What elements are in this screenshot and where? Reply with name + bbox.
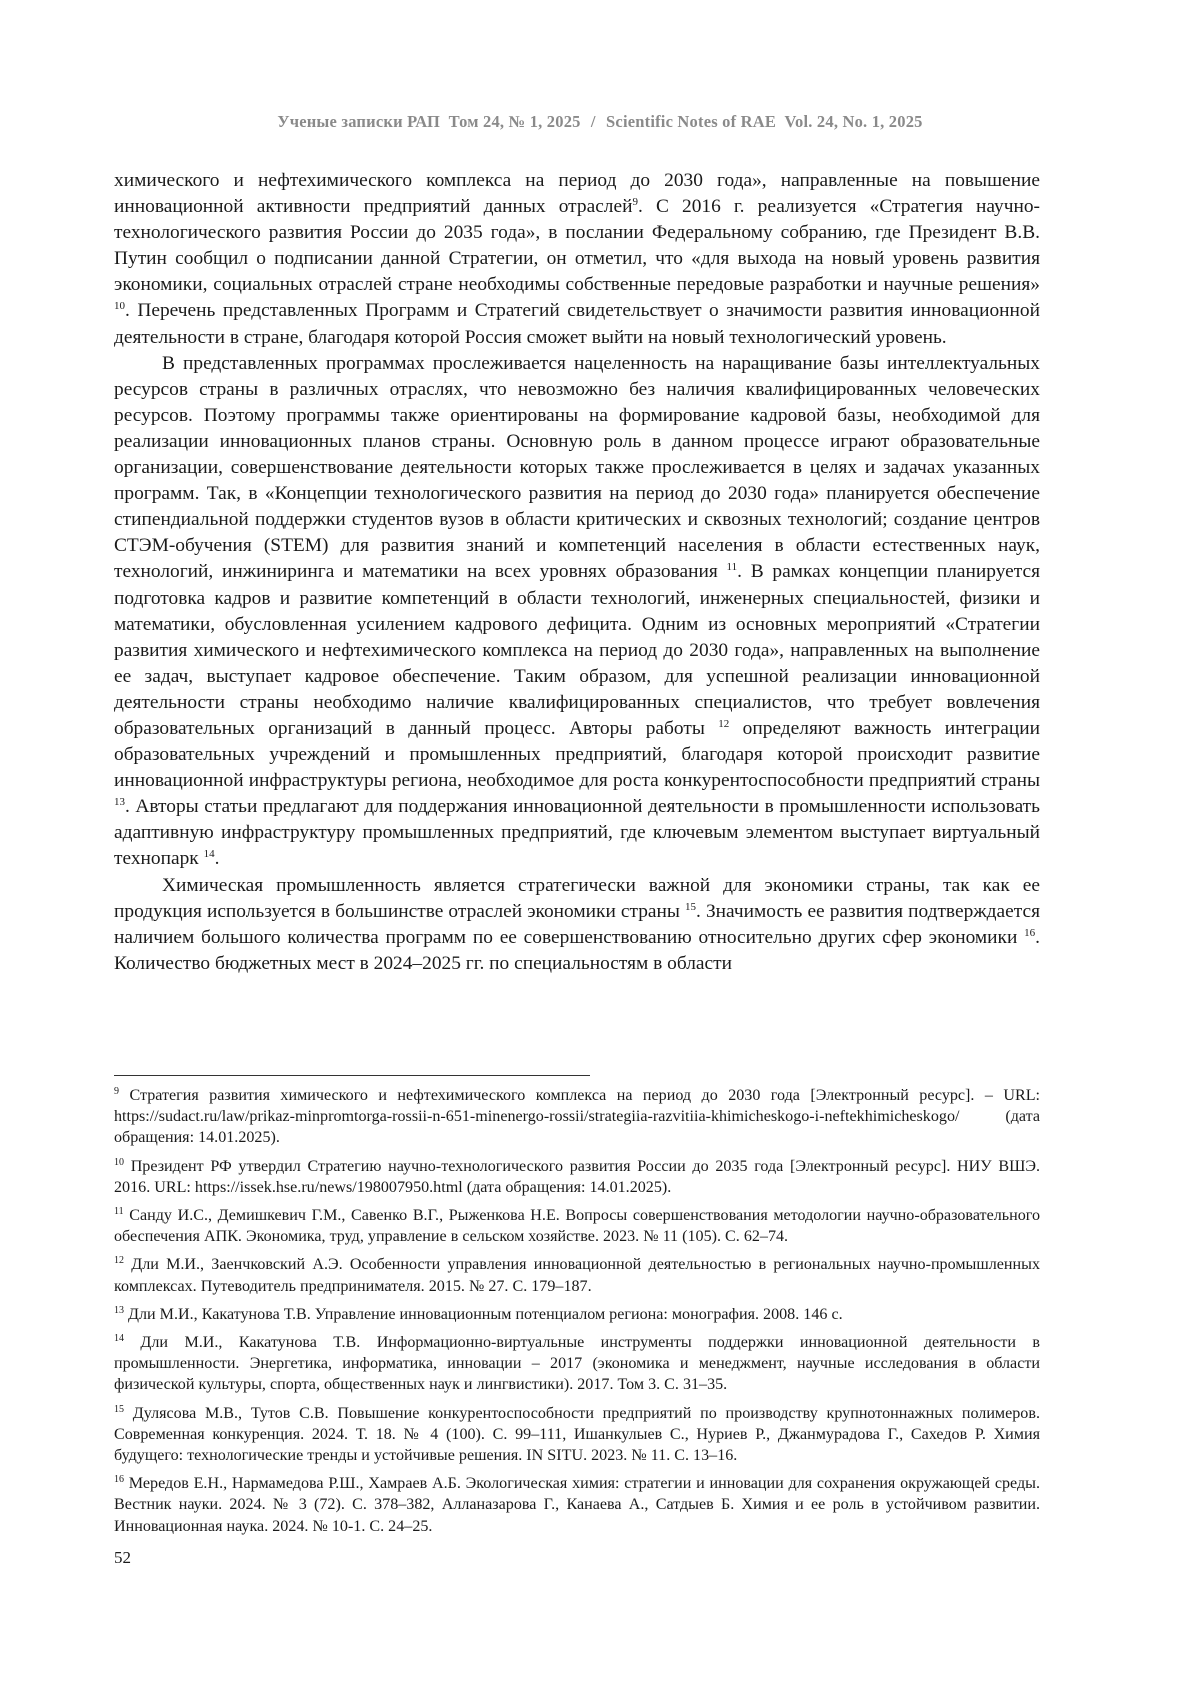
footnote-13 (114, 1304, 1040, 1325)
paragraph-text: . С 2016 г. реализуется «Стратегия научно-технологического развития России до 2035 года», в послании Федеральному собранию, где Президент В.В. Путин сообщил о подписании данной Стратегии, он отметил, что «для выхода на новый уровень развития экономики, социальных отраслей стране необходимы собственные передовые разработки и научные решения» (114, 196, 1040, 296)
footnote-ref-16[interactable]: 16 (1024, 926, 1036, 939)
paragraph-text: . (214, 848, 220, 870)
footnote-text: Санду И.С., Демишкевич Г.М., Савенко В.Г., Рыженкова Н.Е. Вопросы совершенствования методологии научно-образовательного обеспечения АПК. Экономика, труд, управление в сельском хозяйстве. 2023. № 11 (105). С. 62–74. (114, 1207, 1040, 1246)
footnote-number: 16 (114, 1474, 124, 1486)
footnote-ref-10[interactable]: 10 (114, 300, 125, 313)
footnote-text: Дли М.И., Заенчковский А.Э. Особенности управления инновационной деятельностью в региональных научно-промышленных комплексах. Путеводитель предпринимателя. 2015. № 27. С. 179–187. (114, 1256, 1040, 1295)
paragraph-text: . Значимость ее развития подтверждается наличием большого количества программ по ее совершенствованию относительно других сфер экономики (114, 900, 1040, 948)
paragraph-text: . В рамках концепции планируется подготовка кадров и развитие компетенций в области технологий, инженерных специальностей, физики и математики, обусловленная усилением кадрового дефицита. Одним из основных мероприятий «Стратегии развития химического и нефтехимического комплекса на период до 2030 года», направленных на выполнение ее задач, выступает кадровое обеспечение. Таким образом, для успешной реализации инновационной деятельности страны необходимо наличие квалифицированных специалистов, что требует вовлечения образовательных организаций в данный процесс. Авторы работы (114, 561, 1040, 739)
paragraph-text: . Количество бюджетных мест в 2024–2025 гг. по специальностям в области (114, 926, 1040, 974)
paragraph-1 (114, 168, 1040, 351)
footnote-text: Дли М.И., Какатунова Т.В. Управление инновационным потенциалом региона: монография. 2008. 146 с. (128, 1305, 843, 1323)
footnote-10 (114, 1156, 1040, 1198)
footnote-ref-9[interactable]: 9 (632, 196, 638, 209)
footnote-number: 10 (114, 1156, 124, 1168)
footnote-ref-13[interactable]: 13 (114, 796, 125, 809)
footnote-15 (114, 1403, 1040, 1467)
footnote-number: 9 (114, 1086, 119, 1097)
footnote-text: Стратегия развития химического и нефтехимического комплекса на период до 2030 года [Электронный ресурс]. – URL: https://sudact.ru/law/prikaz-minpromtorga-rossii-n-651-minenergo-rossii/strategiia-razvitiia-khimicheskogo-i-neftekhimicheskogo/ (дата обращения: 14.01.2025). (114, 1087, 1040, 1147)
journal-title-en: Scientific Notes of RAE (606, 112, 777, 131)
paragraph-text: . Перечень представленных Программ и Стратегий свидетельствует о значимости развития инновационной деятельности в стране, благодаря которой Россия сможет выйти на новый технологический уровень. (114, 300, 1040, 348)
footnote-ref-14[interactable]: 14 (203, 848, 215, 861)
footnote-text: Дулясова М.В., Тутов С.В. Повышение конкурентоспособности предприятий по производству крупнотоннажных полимеров. Современная конкуренция. 2024. Т. 18. № 4 (100). С. 99–111, Ишанкулыев С., Нуриев Р., Джанмурадова Г., Сахедов Р. Химия будущего: технологические тренды и устойчивые решения. IN SITU. 2023. № 11. С. 13–16. (114, 1404, 1040, 1465)
footnote-ref-15[interactable]: 15 (685, 900, 697, 913)
footnote-14 (114, 1332, 1040, 1396)
paragraph-text: Химическая промышленность является стратегически важной для экономики страны, так как ее продукция используется в большинстве отраслей экономики страны (114, 874, 1040, 922)
paragraph-2 (114, 351, 1040, 873)
footnote-12 (114, 1254, 1040, 1296)
footnote-16 (114, 1473, 1040, 1537)
footnote-11 (114, 1205, 1040, 1247)
paragraph-text: В представленных программах прослеживается нацеленность на наращивание базы интеллектуальных ресурсов страны в различных отраслях, что невозможно без наличия квалифицированных человеческих ресурсов. Поэтому программы также ориентированы на формирование кадровой базы, необходимой для реализации инновационных планов страны. Основную роль в данном процессе играют образовательные организации, совершенствование деятельности которых также прослеживается в целях и задачах указанных программ. Так, в «Концепции технологического развития на период до 2030 года» планируется обеспечение стипендиальной поддержки студентов вузов в области критических и сквозных технологий; создание центров СТЭМ-обучения (STEM) для развития знаний и компетенций населения в области естественных наук, технологий, инжиниринга и математики на всех уровнях образования (114, 352, 1040, 583)
page-number: 52 (114, 1548, 131, 1567)
footnote-text: Мередов Е.Н., Нармамедова Р.Ш., Хамраев А.Б. Экологическая химия: стратегии и инновации для сохранения окружающей среды. Вестник науки. 2024. № 3 (72). С. 378–382, Алланазарова Г., Канаева А., Сатдыев Б. Химия и ее роль в устойчивом развитии. Инновационная наука. 2024. № 10-1. С. 24–25. (114, 1475, 1040, 1535)
main-text (114, 168, 1040, 977)
footnote-number: 11 (114, 1206, 124, 1218)
journal-title-ru: Ученые записки РАП (277, 112, 441, 131)
paragraph-text: химического и нефтехимического комплекса на период до 2030 года», направленные на повышение инновационной активности предприятий данных отраслей (114, 170, 1040, 218)
footnotes (114, 1085, 1040, 1544)
footnote-number: 13 (114, 1304, 124, 1316)
footnote-ref-12[interactable]: 12 (718, 717, 730, 730)
footnote-text: Президент РФ утвердил Стратегию научно-технологического развития России до 2035 года [Электронный ресурс]. НИУ ВШЭ. 2016. URL: https://issek.hse.ru/news/198007950.html (дата обращения: 14.01.2025). (114, 1157, 1040, 1196)
footnote-ref-11[interactable]: 11 (726, 561, 738, 574)
paragraph-text: . Авторы статьи предлагают для поддержания инновационной деятельности в промышленности использовать адаптивную инфраструктуру промышленных предприятий, где ключевым элементом выступает виртуальный технопарк (114, 796, 1040, 870)
footnote-number: 15 (114, 1403, 124, 1415)
footnote-9 (114, 1085, 1040, 1149)
running-header (0, 112, 1200, 132)
header-separator: / (590, 112, 596, 131)
paragraph-text: определяют важность интеграции образовательных учреждений и промышленных предприятий, благодаря которой происходит развитие инновационной инфраструктуры региона, необходимое для роста конкурентоспособности предприятий страны (114, 717, 1040, 792)
footnote-divider (114, 1075, 590, 1076)
journal-volume-en: Vol. 24, No. 1, 2025 (784, 112, 923, 131)
journal-volume-ru: Том 24, № 1, 2025 (448, 112, 581, 131)
footnote-number: 14 (114, 1333, 124, 1345)
footnote-text: Дли М.И., Какатунова Т.В. Информационно-виртуальные инструменты поддержки инновационной деятельности в промышленности. Энергетика, информатика, инновации – 2017 (экономика и менеджмент, научные исследования в области физической культуры, спорта, общественных наук и лингвистики). 2017. Том 3. С. 31–35. (114, 1334, 1040, 1394)
paragraph-3 (114, 873, 1040, 977)
footnote-number: 12 (114, 1255, 124, 1267)
